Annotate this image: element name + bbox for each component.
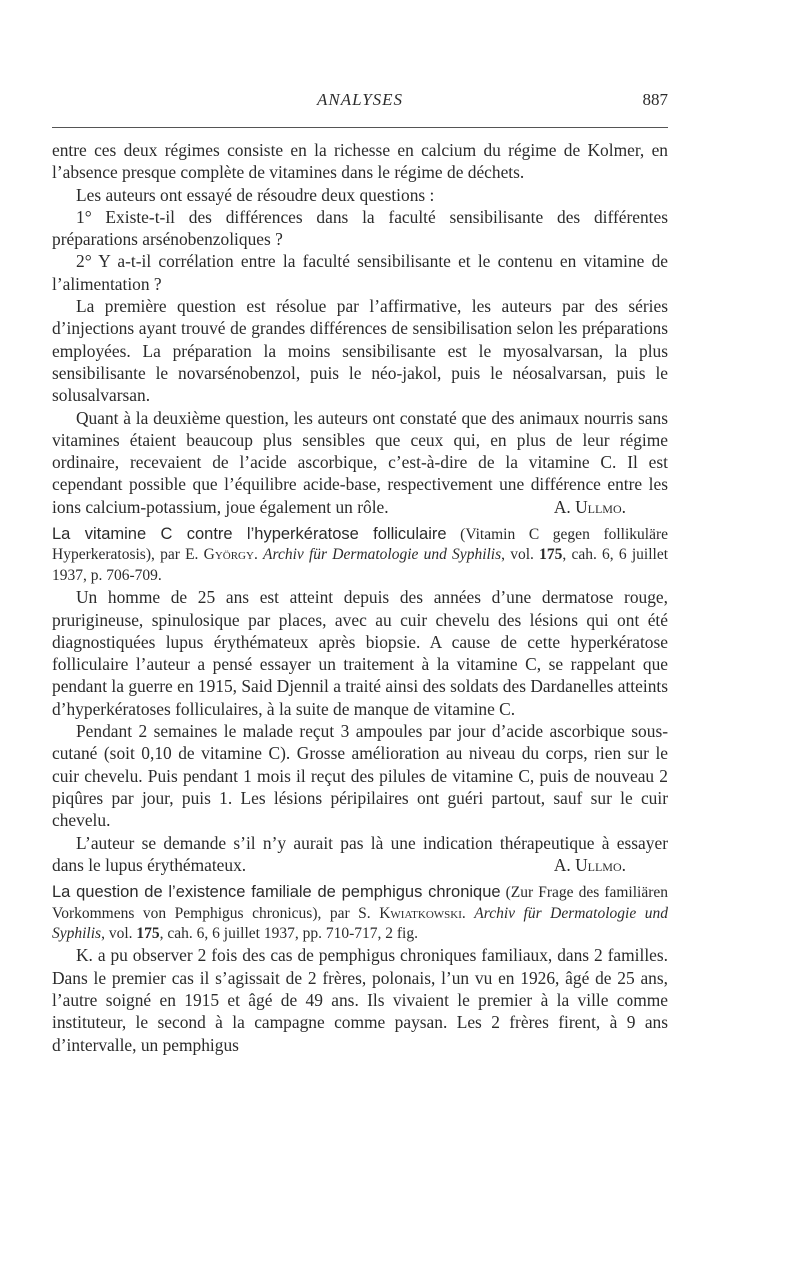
article-1-paragraph-2: Pendant 2 semaines le malade reçut 3 ampoules par jour d’acide ascorbique sous-cutané (soit 0,10 de vitamine C). Grosse amélioration au niveau du corps, rien sur le cuir chevelu. Puis pendant 1 mois il reçut des pilules de vitamine C, puis de nouveau 2 piqûres par jour, puis 1. Les lésions péripilaires ont guéri partout, sauf sur le cuir chevelu. [52, 721, 668, 831]
intro-paragraph-2: Les auteurs ont essayé de résoudre deux questions : [76, 184, 435, 205]
article-2-vol-prefix: , vol. [101, 924, 137, 942]
article-1-title: La vitamine C contre l’hyperkératose folliculaire [52, 525, 447, 544]
intro-paragraph-6 [52, 407, 668, 518]
article-1-paragraph-3 [52, 832, 668, 877]
article-2-author: Kwiatkowski [379, 904, 462, 922]
page-body [52, 139, 668, 1056]
intro-paragraph-6-text: Quant à la deuxième question, les auteurs ont constaté que des animaux nourris sans vitamines étaient beaucoup plus sensibles que ceux qui, en plus de leur régime ordinaire, recevaient de l’acide ascorbique, c’est-à-dire de la vitamine C. Il est cependant possible que l’équilibre acide-base, respectivement une différence entre les ions calcium-potassium, joue également un rôle. [52, 407, 668, 517]
page-header [52, 90, 668, 120]
running-title: ANALYSES [316, 90, 404, 109]
article-1-original-title: (Vitamin C gegen follikuläre Hyperkeratosis), par E. [52, 526, 669, 564]
article-2-journal: Archiv für Dermatologie und Syphilis [52, 904, 669, 942]
intro-question-2: 2° Y a-t-il corrélation entre la faculté sensibilisante et le contenu en vitamine de l’alimentation ? [52, 251, 668, 294]
article-1-volume: 175 [539, 546, 563, 564]
article-2-volume: 175 [136, 924, 160, 942]
header-rule [52, 127, 668, 128]
article-1-paragraph-1: Un homme de 25 ans est atteint depuis des années d’une dermatose rouge, prurigineuse, spinulosique par places, avec au cuir chevelu des lésions qui ont été diagnostiquées lupus érythémateux après biopsie. A cause de cette hyperkératose folliculaire l’auteur a pensé essayer un traitement à la vitamine C, se rappelant que pendant la guerre en 1915, Said Djennil a traité ainsi des soldats des Dardanelles atteints d’hyperkératoses folliculaires, à la suite de manque de vitamine C. [52, 587, 668, 719]
article-2-paragraph-1: K. a pu observer 2 fois des cas de pemphigus chroniques familiaux, dans 2 familles. Dans le premier cas il s’agissait de 2 frères, polonais, l’un vu en 1926, âgé de 25 ans, l’autre soigné en 1915 et âgé de 49 ans. Ils vivaient le premier à la ville comme instituteur, le second à la campagne comme paysan. Les 2 frères firent, à 9 ans d’intervalle, un pemphigus [52, 945, 668, 1055]
article-1-vol-prefix: , vol. [501, 546, 540, 564]
article-1-paragraph-3-text: L’auteur se demande s’il n’y aurait pas là une indication thérapeutique à essayer dans le lupus érythémateux. [52, 832, 668, 875]
intro-paragraph-1: entre ces deux régimes consiste en la richesse en calcium du régime de Kolmer, en l’absence presque complète de vitamines dans le régime de déchets. [52, 140, 668, 183]
article-2-citation-rest: , cah. 6, 6 juillet 1937, pp. 710-717, 2 fig. [159, 924, 418, 942]
intro-signature: A. Ullmo. [553, 496, 626, 517]
article-1-heading: La vitamine C contre l’hyperkératose folliculaire (Vitamin C gegen follikuläre Hyperkeratosis), par E. György. Archiv für Dermatologie und Syphilis, vol. 175, cah. 6, 6 juillet 1937, p. 706-709. [52, 525, 669, 584]
article-2-title: La question de l’existence familiale de pemphigus chronique [52, 883, 501, 902]
page-number: 887 [642, 90, 668, 109]
intro-question-1: 1° Existe-t-il des différences dans la faculté sensibilisante des différentes préparations arsénobenzoliques ? [52, 206, 668, 250]
intro-paragraph-5: La première question est résolue par l’affirmative, les auteurs par des séries d’injections ayant trouvé de grandes différences de sensibilisation selon les préparations employées. La préparation la moins sensibilisante est le myosalvarsan, la plus sensibilisante le novarsénobenzol, puis le néo-jakol, puis le néosalvarsan, puis le solusalvarsan. [52, 296, 668, 406]
article-1-journal: Archiv für Dermatologie und Syphilis [263, 546, 502, 564]
article-1-signature: A. Ullmo. [553, 854, 626, 875]
article-1-citation-rest: , cah. 6, 6 juillet 1937, p. 706-709. [52, 546, 669, 584]
article-1-author: György [203, 546, 254, 564]
article-2-heading: La question de l’existence familiale de pemphigus chronique (Zur Frage des familiären Vorkommens von Pemphigus chronicus), par S. Kwiatkowski. Archiv für Dermatologie und Syphilis, vol. 175, cah. 6, 6 juillet 1937, pp. 710-717, 2 fig. [52, 883, 669, 942]
article-2-original-title: (Zur Frage des familiären Vorkommens von Pemphigus chronicus), par S. [52, 884, 669, 922]
